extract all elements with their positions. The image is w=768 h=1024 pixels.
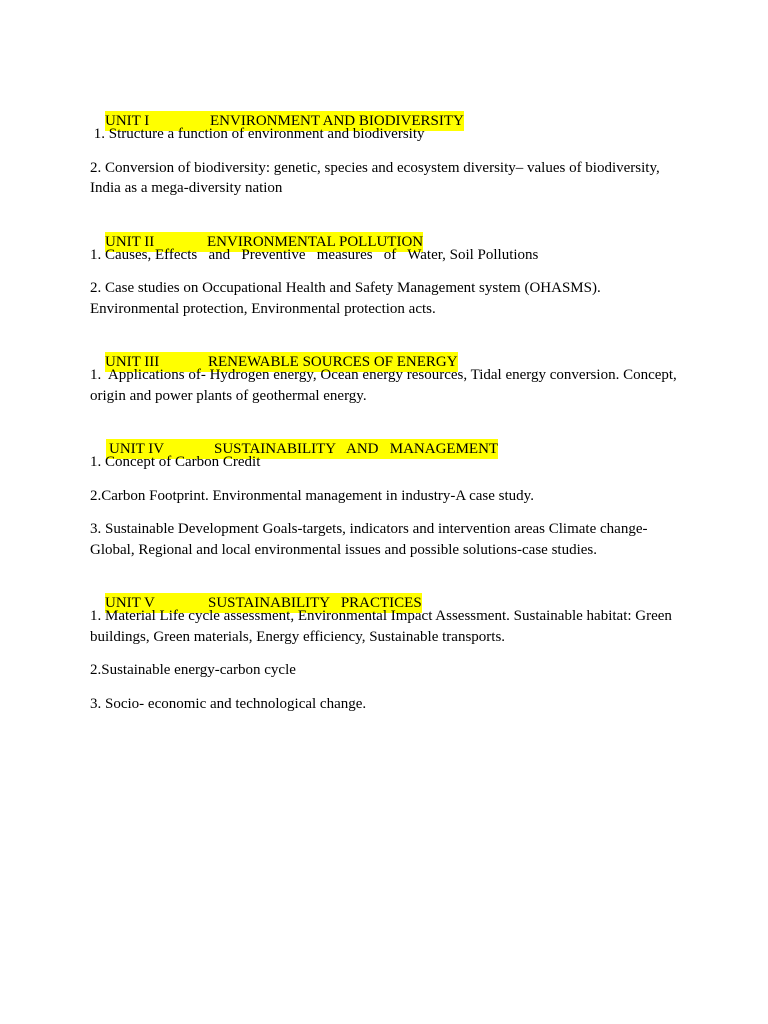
unit-heading-3	[90, 332, 690, 370]
unit-title: SUSTAINABILITY AND MANAGEMENT	[214, 441, 499, 457]
unit-code: UNIT I	[105, 113, 150, 129]
unit-item: 3. Socio- economic and technological change.	[90, 695, 367, 712]
unit-item: 1. Structure a function of environment and biodiversity	[90, 126, 425, 142]
unit-item: 2.Sustainable energy-carbon cycle	[90, 662, 296, 678]
unit-item: 1. Concept of Carbon Credit	[90, 454, 261, 470]
unit-title: RENEWABLE SOURCES OF ENERGY	[208, 354, 458, 370]
unit-heading-1	[90, 91, 690, 129]
unit-item: 2. Case studies on Occupational Health and Safety Management system (OHASMS). Environmental protection, Environmental protection acts.	[90, 280, 605, 317]
unit-code: UNIT III	[105, 354, 160, 370]
unit-title: SUSTAINABILITY PRACTICES	[208, 595, 422, 611]
unit-item: 3. Sustainable Development Goals-targets, indicators and intervention areas Climate change- Global, Regional and local environmental issues and possible solutions-case studies.	[90, 521, 652, 558]
unit-code: UNIT II	[105, 233, 155, 250]
unit-title: ENVIRONMENTAL POLLUTION	[207, 233, 424, 250]
unit-item: 2.Carbon Footprint. Environmental management in industry-A case study.	[90, 487, 534, 504]
unit-title: ENVIRONMENT AND BIODIVERSITY	[210, 113, 464, 129]
unit-item: 1. Causes, Effects and Preventive measures of Water, Soil Pollutions	[90, 246, 539, 263]
unit-item: 1. Applications of- Hydrogen energy, Ocean energy resources, Tidal energy conversion. Concept, origin and power plants of geothermal energy.	[90, 367, 681, 404]
unit-code: UNIT V	[105, 595, 155, 611]
syllabus-document	[90, 91, 690, 727]
unit-heading-4	[90, 419, 690, 457]
unit-code: UNIT IV	[109, 441, 165, 457]
unit-item: 2. Conversion of biodiversity: genetic, species and ecosystem diversity– values of biodiversity, India as a mega-diversity nation	[90, 159, 664, 196]
unit-heading-2	[90, 212, 690, 250]
unit-heading-5	[90, 573, 690, 611]
unit-item: 1. Material Life cycle assessment, Environmental Impact Assessment. Sustainable habitat: Green buildings, Green materials, Energy efficiency, Sustainable transports.	[90, 608, 676, 645]
